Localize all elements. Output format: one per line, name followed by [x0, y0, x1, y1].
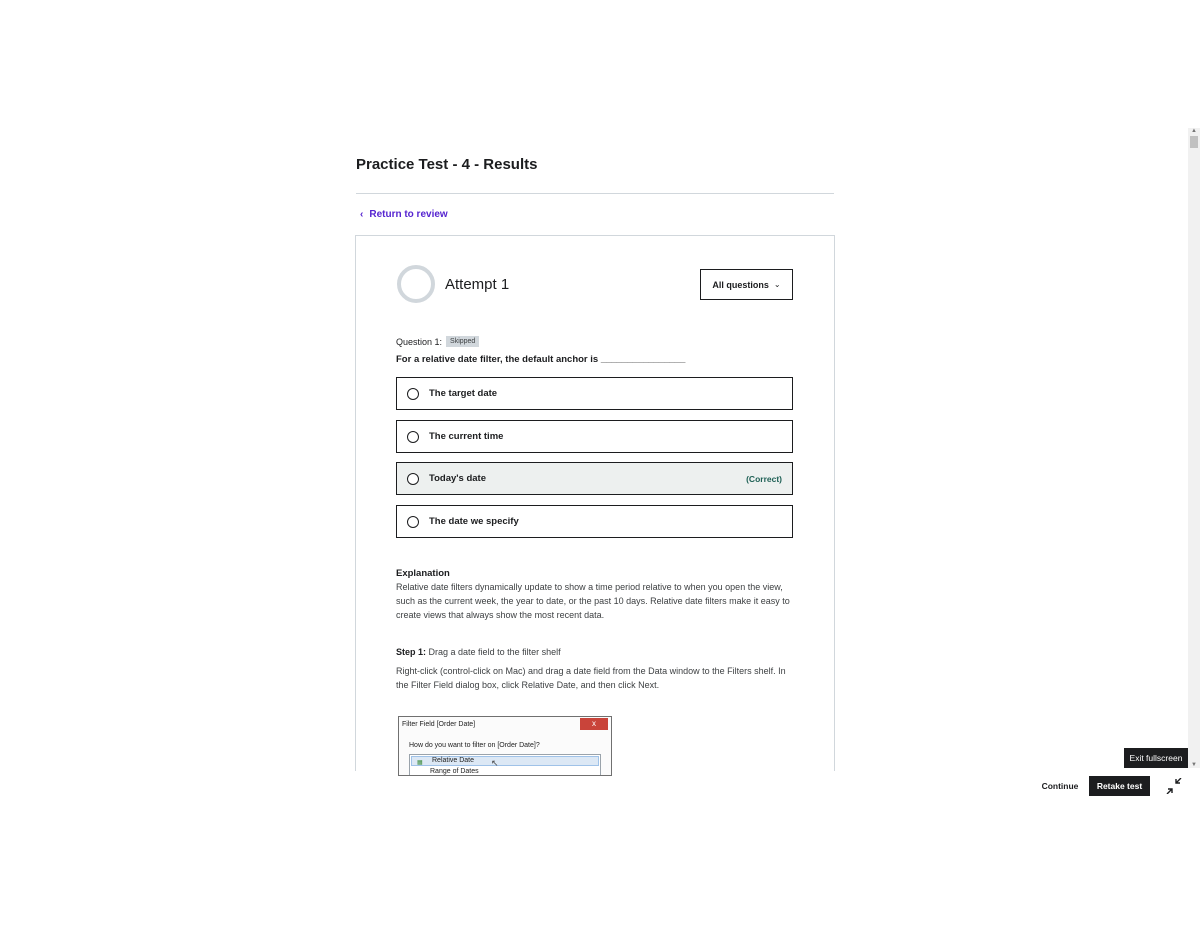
scroll-up-icon[interactable]: ▲	[1191, 128, 1197, 134]
dialog-list-item: Range of Dates	[430, 768, 479, 775]
radio-icon[interactable]	[407, 516, 419, 528]
scroll-down-icon[interactable]: ▼	[1191, 762, 1197, 768]
explanation-screenshot	[398, 716, 612, 776]
dialog-list-item-label: Relative Date	[432, 757, 475, 764]
correct-tag: (Correct)	[746, 473, 782, 484]
answer-option-text: The target date	[429, 388, 498, 399]
dialog-prompt: How do you want to filter on [Order Date]?	[409, 742, 540, 749]
calendar-icon: ▦	[417, 760, 423, 766]
attempt-title: Attempt 1	[445, 276, 510, 293]
mouse-cursor-icon: ↖	[491, 758, 499, 768]
return-to-review-label: Return to review	[369, 209, 448, 220]
answer-option-text: Today's date	[429, 473, 486, 484]
step-body: Right-click (control-click on Mac) and drag a date field from the Data window to the Filters shelf. In the Filter Field dialog box, click Relative Date, and then click Next.	[396, 666, 786, 690]
return-to-review-link[interactable]	[360, 209, 448, 220]
step-subtitle: Drag a date field to the filter shelf	[428, 647, 561, 657]
radio-icon[interactable]	[407, 388, 419, 400]
page-title: Practice Test - 4 - Results	[356, 156, 538, 173]
title-divider	[356, 193, 834, 194]
status-badge: Skipped	[446, 336, 479, 347]
step-title	[396, 647, 561, 657]
radio-icon[interactable]	[407, 431, 419, 443]
dialog-list-item	[411, 756, 599, 766]
filter-label: All questions	[712, 279, 769, 290]
score-ring	[397, 265, 435, 303]
answer-option[interactable]	[396, 377, 793, 410]
question-text: For a relative date filter, the default anchor is ________________	[396, 354, 686, 365]
chevron-left-icon: ‹	[360, 209, 364, 220]
question-filter-dropdown[interactable]	[700, 269, 793, 300]
continue-button[interactable]: Continue	[1034, 776, 1086, 796]
answer-option[interactable]	[396, 505, 793, 538]
exit-fullscreen-icon[interactable]	[1166, 778, 1182, 794]
exit-fullscreen-tooltip: Exit fullscreen	[1124, 748, 1188, 768]
step-number: Step 1:	[396, 647, 427, 657]
close-icon: x	[580, 718, 608, 730]
answer-option-text: The date we specify	[429, 516, 519, 527]
dialog-list	[409, 754, 601, 776]
scrollbar[interactable]	[1188, 128, 1200, 768]
dialog-title: Filter Field [Order Date]	[402, 721, 476, 728]
scroll-thumb[interactable]	[1190, 136, 1198, 148]
explanation-title: Explanation	[396, 568, 450, 579]
question-header	[396, 336, 479, 347]
answer-option-correct[interactable]	[396, 462, 793, 495]
radio-icon[interactable]	[407, 473, 419, 485]
question-number: Question 1:	[396, 336, 443, 347]
answer-option[interactable]	[396, 420, 793, 453]
chevron-down-icon: ⌄	[773, 280, 781, 289]
retake-test-button[interactable]: Retake test	[1089, 776, 1150, 796]
explanation-body: Relative date filters dynamically update to show a time period relative to when you open the view, such as the current week, the year to date, or the past 10 days. Relative date filters make it easy to create views that always show the most recent data.	[396, 582, 790, 620]
answer-option-text: The current time	[429, 431, 504, 442]
